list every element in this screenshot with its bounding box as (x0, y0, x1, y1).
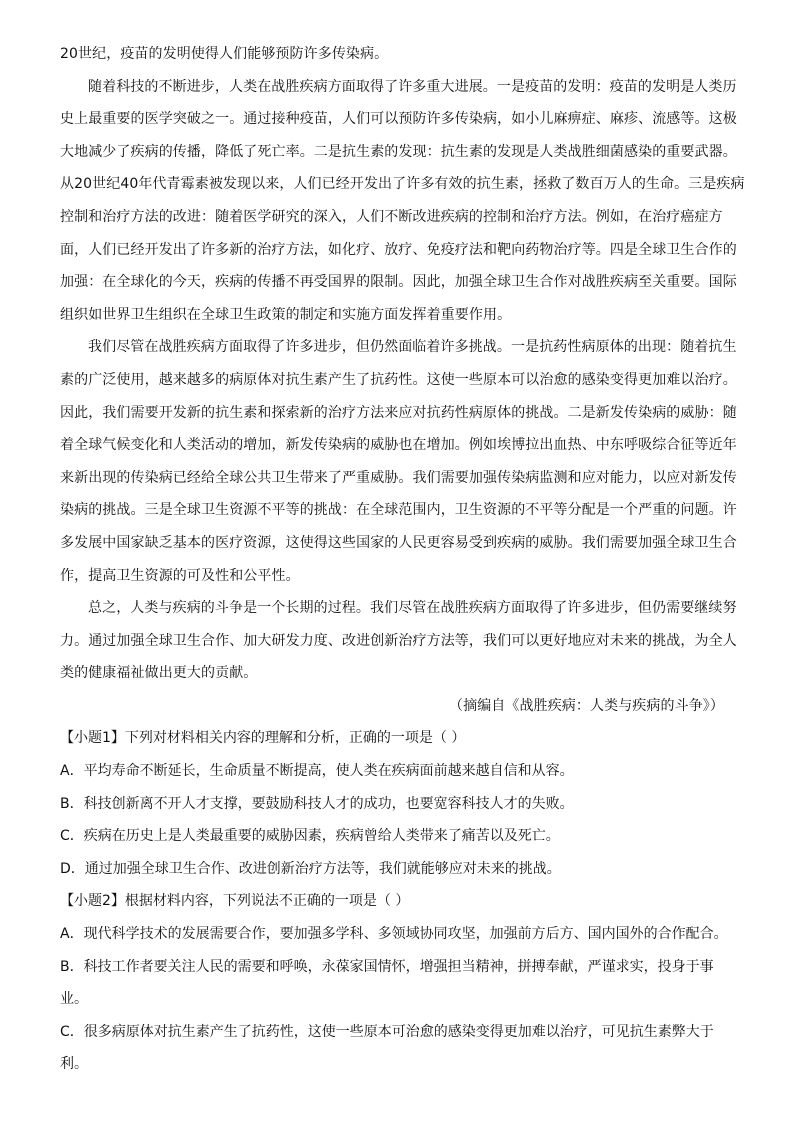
answer-option[interactable] (60, 1016, 732, 1081)
source-citation: （摘编自《战胜疾病：人类与疾病的斗争》） (449, 697, 724, 714)
option-line: C．很多病原体对抗生素产生了抗药性，这使一些原本可治愈的感染变得更加难以治疗，可见抗生素弊大于 (60, 1023, 714, 1040)
paragraph-line: 加强：在全球化的今天，疾病的传播不再受国界的限制。因此，加强全球卫生合作对战胜疾病至关重要。国际 (60, 274, 737, 291)
paragraph-line: 作，提高卫生资源的可及性和公平性。 (60, 567, 300, 584)
option-line: B．科技工作者要关注人民的需要和呼唤，永葆家国情怀，增强担当精神，拼搏奉献，严谨求实，投身于事 (60, 958, 714, 975)
questions-section (60, 722, 732, 1081)
paragraph-line: 大地减少了疾病的传播，降低了死亡率。二是抗生素的发现：抗生素的发现是人类战胜细菌感染的重要武器。 (60, 143, 737, 160)
article-paragraph (60, 38, 732, 71)
question-block (60, 722, 732, 885)
paragraph-line: 染病的挑战。三是全球卫生资源不平等的挑战：在全球范围内，卫生资源的不平等分配是一个严重的问题。许 (60, 502, 737, 519)
paragraph-line: 力。通过加强全球卫生合作、加大研发力度、改进创新治疗方法等，我们可以更好地应对未来的挑战，为全人 (60, 632, 737, 649)
paragraph-line: 组织如世界卫生组织在全球卫生政策的制定和实施方面发挥着重要作用。 (60, 306, 512, 323)
option-line: B．科技创新离不开人才支撑，要鼓励科技人才的成功，也要宽容科技人才的失败。 (60, 795, 574, 812)
answer-option[interactable] (60, 788, 732, 821)
option-line: D．通过加强全球卫生合作、改进创新治疗方法等，我们就能够应对未来的挑战。 (60, 860, 561, 877)
option-line: A．平均寿命不断延长，生命质量不断提高，使人类在疾病面前越来越自信和从容。 (60, 763, 574, 780)
paragraph-line: 随着科技的不断进步，人类在战胜疾病方面取得了许多重大进展。一是疫苗的发明：疫苗的发明是人类历 (88, 78, 737, 95)
paragraph-line: 面，人们已经开发出了许多新的治疗方法，如化疗、放疗、免疫疗法和靶向药物治疗等。四是全球卫生合作的 (60, 241, 737, 258)
paragraph-line: 因此，我们需要开发新的抗生素和探索新的治疗方法来应对抗药性病原体的挑战。二是新发传染病的威胁：随 (60, 404, 737, 421)
answer-option[interactable] (60, 853, 732, 886)
article-paragraph (60, 71, 745, 332)
article-paragraph (60, 331, 737, 592)
paragraph-line: 20世纪，疫苗的发明使得人们能够预防许多传染病。 (60, 46, 389, 62)
paragraph-line: 我们尽管在战胜疾病方面取得了许多进步，但仍然面临着许多挑战。一是抗药性病原体的出现：随着抗生 (88, 339, 737, 356)
question-stem: 【小题2】根据材料内容，下列说法不正确的一项是（ ） (60, 893, 410, 910)
option-line: A．现代科学技术的发展需要合作，要加强多学科、多领域协同攻坚，加强前方后方、国内国外的合作配合。 (60, 926, 728, 943)
answer-option[interactable] (60, 820, 732, 853)
question-block (60, 885, 732, 1081)
paragraph-line: 素的广泛使用，越来越多的病原体对抗生素产生了抗药性。这使一些原本可以治愈的感染变得更加难以治疗。 (60, 371, 737, 388)
paragraph-line: 总之，人类与疾病的斗争是一个长期的过程。我们尽管在战胜疾病方面取得了许多进步，但仍需要继续努 (88, 600, 737, 617)
paragraph-line: 控制和治疗方法的改进：随着医学研究的深入，人们不断改进疾病的控制和治疗方法。例如，在治疗癌症方 (60, 208, 723, 225)
question-stem: 【小题1】下列对材料相关内容的理解和分析，正确的一项是（ ） (60, 730, 466, 747)
article-paragraph (60, 592, 737, 690)
article-body (60, 38, 745, 690)
paragraph-line: 从20世纪40年代青霉素被发现以来，人们已经开发出了许多有效的抗生素，拯救了数百万人的生命。三是疾病 (60, 176, 745, 193)
answer-option[interactable] (60, 755, 732, 788)
paragraph-line: 类的健康福祉做出更大的贡献。 (60, 665, 258, 682)
option-line: 业。 (60, 991, 88, 1008)
paragraph-line: 史上最重要的医学突破之一。通过接种疫苗，人们可以预防许多传染病，如小儿麻痹症、麻疹、流感等。这极 (60, 111, 737, 128)
answer-option[interactable] (60, 918, 732, 951)
option-line: C．疾病在历史上是人类最重要的威胁因素，疾病曾给人类带来了痛苦以及死亡。 (60, 828, 560, 845)
paragraph-line: 来新出现的传染病已经给全球公共卫生带来了严重威胁。我们需要加强传染病监测和应对能力，以应对新发传 (60, 469, 737, 486)
option-line: 利。 (60, 1056, 88, 1073)
answer-option[interactable] (60, 951, 732, 1016)
paragraph-line: 多发展中国家缺乏基本的医疗资源，这使得这些国家的人民更容易受到疾病的威胁。我们需要加强全球卫生合 (60, 534, 737, 551)
paragraph-line: 着全球气候变化和人类活动的增加，新发传染病的威胁也在增加。例如埃博拉出血热、中东呼吸综合征等近年 (60, 437, 737, 454)
